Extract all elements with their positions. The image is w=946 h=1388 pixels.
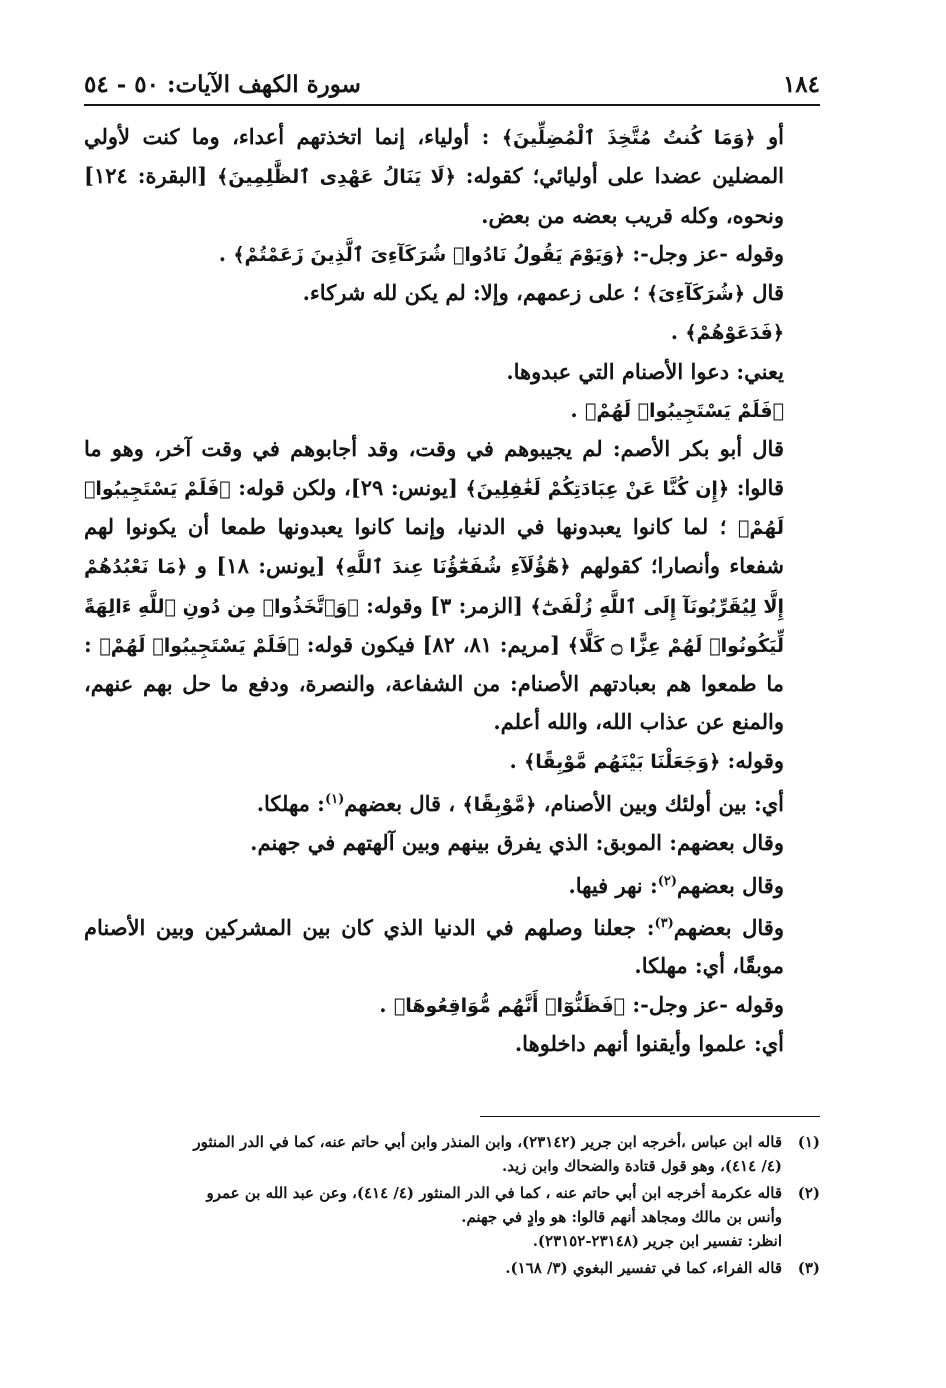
main-text xyxy=(84,118,820,1063)
footnote-ref[interactable]: (٢) xyxy=(657,873,677,889)
footnote-number: (٢) xyxy=(797,1184,820,1202)
paragraph: قال أبو بكر الأصم: لم يجيبوهم في وقت، وقد أجابوهم في وقت آخر، وهو ما قالوا: ﴿إِن كُنَّا عَنْ عِبَادَتِكُمْ لَغَٰفِلِينَ﴾ [يونس: ٢٩]، ولكن قوله: ﴿فَلَمْ يَسْتَجِيبُوا۟ لَهُمْ﴾ ؛ لما كانوا يعبدونها في الدنيا، وإنما كانوا يعبدونها طمعا أن يكونوا لهم شفعاء وأنصارا؛ كقولهم ﴿هَٰٓؤُلَآءِ شُفَعَٰٓؤُنَا عِندَ ٱللَّهِ﴾ [يونس: ١٨] و ﴿مَا نَعْبُدُهُمْ إِلَّا لِيُقَرِّبُونَآ إِلَى ٱللَّهِ زُلْفَىٰٓ﴾ [الزمر: ٣] وقوله: ﴿وَٱتَّخَذُوا۟ مِن دُونِ ٱللَّهِ ءَالِهَةً لِّيَكُونُوا۟ لَهُمْ عِزًّا ۝ كَلَّا﴾ [مريم: ٨١، ٨٢] فيكون قوله: ﴿فَلَمْ يَسْتَجِيبُوا۟ لَهُمْ﴾ : ما طمعوا هم بعبادتهم الأصنام: من الشفاعة، والنصرة، ودفع ما حل بهم عنهم، والمنع عن عذاب الله، والله أعلم. xyxy=(84,436,785,735)
quran-quote: ﴿فَدَعَوْهُمْ﴾ xyxy=(685,322,784,345)
paragraph: وقال بعضهم: الموبق: الذي يفرق بينهم وبين آلهتهم في جهنم. xyxy=(250,830,784,856)
quran-quote: ﴿وَجَعَلْنَا بَيْنَهُم مَّوْبِقًا﴾ xyxy=(524,750,721,773)
paragraph: أي: علموا وأيقنوا أنهم داخلوها. xyxy=(514,1030,784,1056)
page-number: ١٨٤ xyxy=(782,71,820,98)
paragraph: أي: بين أولئك وبين الأصنام، ﴿مَّوْبِقًا﴾ ، قال بعضهم$^{(١)}$: مهلكا. xyxy=(256,791,784,817)
running-title: سورة الكهف الآيات: ٥٠ - ٥٤ xyxy=(84,71,361,98)
paragraph: أو ﴿وَمَا كُنتُ مُتَّخِذَ ٱلْمُضِلِّينَ﴾ : أولياء، إنما اتخذتهم أعداء، وما كنت لأولي المضلين عضدا على أوليائي؛ كقوله: ﴿لَا يَنَالُ عَهْدِى ٱلظَّٰلِمِينَ﴾ [البقرة: ١٢٤] ونحوه، وكله قريب بعضه من بعض. xyxy=(84,124,785,228)
paragraph: يعني: دعوا الأصنام التي عبدوها. xyxy=(506,358,784,384)
footnote-ref[interactable]: (١) xyxy=(324,792,345,808)
footnote-line: وأنس بن مالك ومجاهد أنهم قالوا: هو وادٍ في جهنم. xyxy=(461,1208,782,1226)
quran-quote: ﴿فَلَمْ يَسْتَجِيبُوا۟ لَهُمْ﴾ xyxy=(585,400,784,423)
footnote-ref[interactable]: (٣) xyxy=(654,915,674,931)
footnote-line: (٤/ ٤١٤)، وهو قول قتادة والضحاك وابن زيد. xyxy=(502,1157,782,1175)
paragraph: ﴿فَدَعَوْهُمْ﴾ . xyxy=(670,319,784,345)
quran-quote: ﴿لَا يَنَالُ عَهْدِى ٱلظَّٰلِمِينَ﴾ xyxy=(217,166,456,189)
quran-quote: ﴿وَمَا كُنتُ مُتَّخِذَ ٱلْمُضِلِّينَ﴾ xyxy=(501,127,756,149)
quran-quote: ﴿فَلَمْ يَسْتَجِيبُوا۟ لَهُمْ﴾ xyxy=(84,477,784,539)
footnote xyxy=(84,1130,820,1178)
paragraph: ﴿فَلَمْ يَسْتَجِيبُوا۟ لَهُمْ﴾ . xyxy=(570,397,784,423)
footnote-rule xyxy=(480,1116,820,1117)
quran-quote: ﴿إِن كُنَّا عَنْ عِبَادَتِكُمْ لَغَٰفِلِينَ﴾ xyxy=(465,477,730,500)
footnote-number: (١) xyxy=(797,1133,820,1151)
footnote-line: انظر: تفسير ابن جرير (٢٣١٤٨-٢٣١٥٢). xyxy=(532,1232,782,1250)
quran-quote: ﴿وَيَوْمَ يَقُولُ نَادُوا۟ شُرَكَآءِىَ ٱلَّذِينَ زَعَمْتُمْ﴾ xyxy=(233,243,626,266)
quran-quote: ﴿شُرَكَآءِىَ﴾ xyxy=(646,283,745,306)
footnote xyxy=(84,1256,820,1280)
footnote-line: قاله عكرمة أخرجه ابن أبي حاتم عنه ، كما في الدر المنثور (٤/ ٤١٤)، وعن عبد الله بن عمرو xyxy=(206,1184,782,1202)
footnote-line: قاله الفراء، كما في تفسير البغوي (٣/ ١٦٨). xyxy=(505,1259,782,1277)
page-header xyxy=(84,58,820,98)
paragraph: وقوله: ﴿وَجَعَلْنَا بَيْنَهُم مَّوْبِقًا﴾ . xyxy=(509,747,784,773)
quran-quote: ﴿فَظَنُّوٓا۟ أَنَّهُم مُّوَاقِعُوهَا﴾ xyxy=(393,994,626,1017)
footnote xyxy=(84,1181,820,1253)
quran-quote: ﴿هَٰٓؤُلَآءِ شُفَعَٰٓؤُنَا عِندَ ٱللَّهِ﴾ xyxy=(334,556,571,579)
header-rule xyxy=(84,104,820,106)
paragraph: قال ﴿شُرَكَآءِىَ﴾ ؛ على زعمهم، وإلا: لم يكن لله شركاء. xyxy=(302,280,784,306)
quran-quote: ﴿مَا نَعْبُدُهُمْ إِلَّا لِيُقَرِّبُونَآ إِلَى ٱللَّهِ زُلْفَىٰٓ﴾ xyxy=(84,556,785,618)
quran-quote: ﴿وَٱتَّخَذُوا۟ مِن دُونِ ٱللَّهِ ءَالِهَةً لِّيَكُونُوا۟ لَهُمْ عِزًّا ۝ كَلَّا﴾ xyxy=(84,595,785,657)
footnotes xyxy=(84,1130,820,1283)
quran-quote: ﴿مَّوْبِقًا﴾ xyxy=(462,794,537,817)
footnote-line: قاله ابن عباس ،أخرجه ابن جرير (٢٣١٤٢)، وابن المنذر وابن أبي حاتم عنه، كما في الدر المنثور xyxy=(193,1133,782,1151)
paragraph: وقال بعضهم$^{(٣)}$: جعلنا وصلهم في الدنيا الذي كان بين المشركين وبين الأصنام موبقًا، أي: مهلكا. xyxy=(84,914,784,979)
paragraph: وقال بعضهم$^{(٢)}$: نهر فيها. xyxy=(568,872,784,898)
paragraph: وقوله -عز وجل-: ﴿فَظَنُّوٓا۟ أَنَّهُم مُّوَاقِعُوهَا﴾ . xyxy=(379,991,784,1017)
footnote-number: (٣) xyxy=(797,1259,820,1277)
quran-quote: ﴿فَلَمْ يَسْتَجِيبُوا۟ لَهُمْ﴾ xyxy=(99,634,300,657)
paragraph: وقوله -عز وجل-: ﴿وَيَوْمَ يَقُولُ نَادُوا۟ شُرَكَآءِىَ ٱلَّذِينَ زَعَمْتُمْ﴾ . xyxy=(218,240,784,266)
